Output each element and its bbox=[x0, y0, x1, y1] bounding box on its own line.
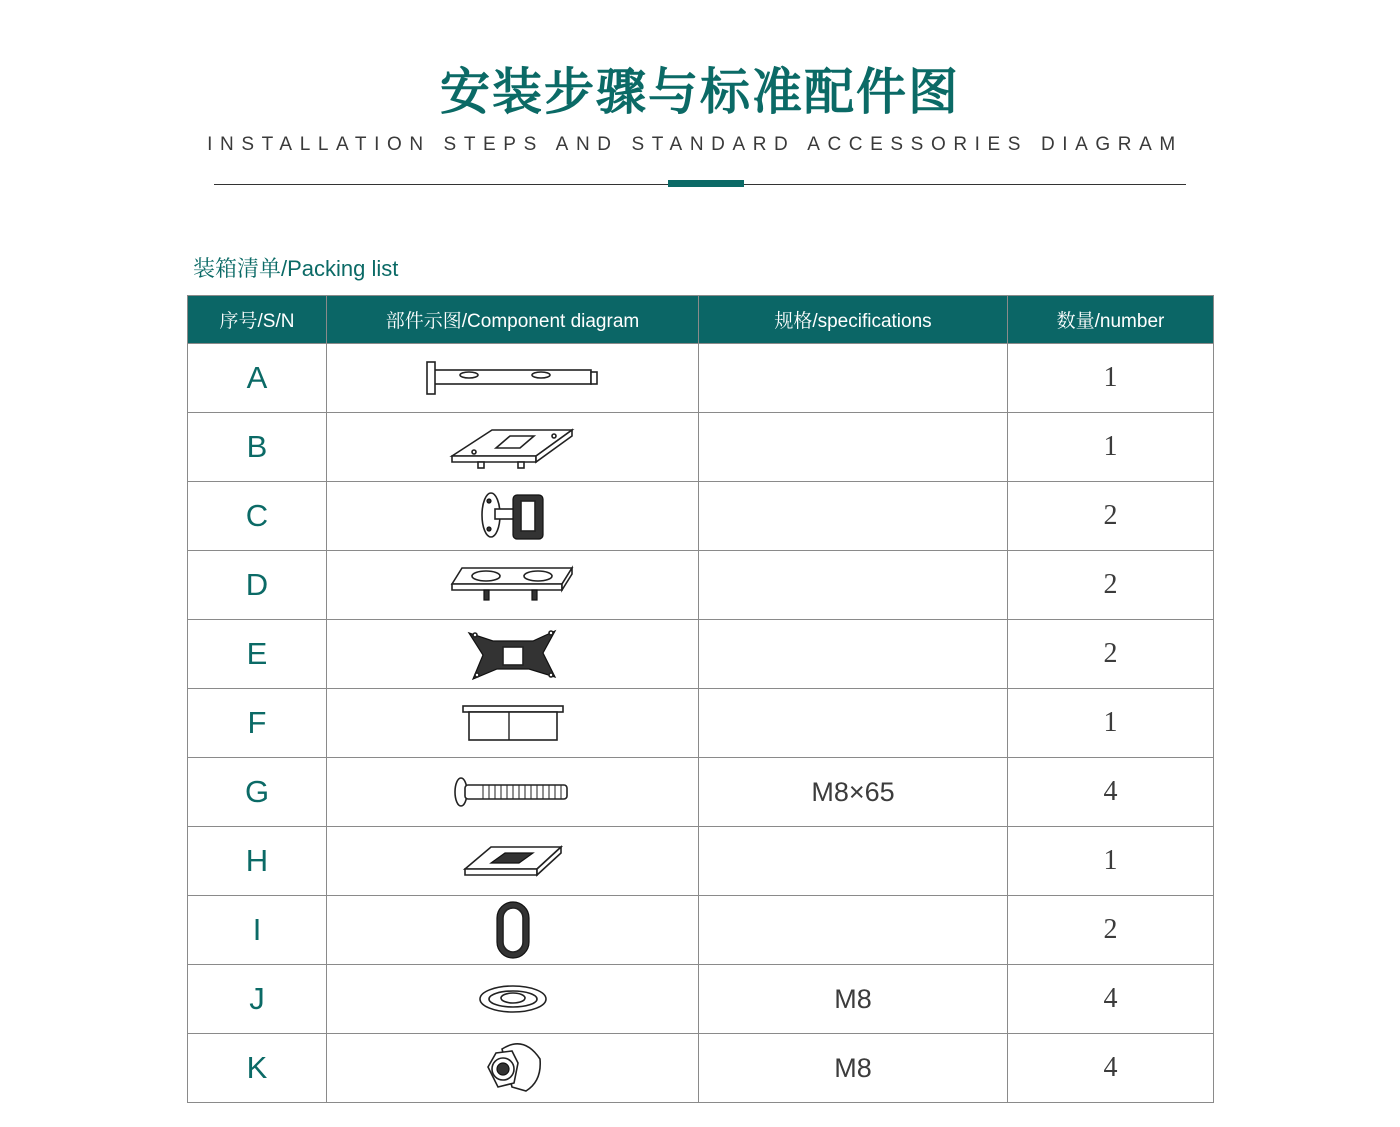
header-number: 数量/number bbox=[1008, 296, 1214, 344]
row-number: 4 bbox=[1008, 758, 1214, 827]
square-washer-plate-icon bbox=[461, 841, 565, 881]
row-sn: B bbox=[188, 413, 327, 482]
row-sn: H bbox=[188, 827, 327, 896]
row-number: 2 bbox=[1008, 551, 1214, 620]
pivot-joint-icon bbox=[473, 487, 553, 545]
row-spec: M8×65 bbox=[699, 758, 1008, 827]
end-cap-icon bbox=[461, 702, 565, 744]
row-sn: J bbox=[188, 965, 327, 1034]
table-row bbox=[188, 482, 1214, 551]
row-spec: M8 bbox=[699, 965, 1008, 1034]
bar-rod-icon bbox=[423, 358, 603, 398]
page-title: 安装步骤与标准配件图 bbox=[440, 63, 960, 121]
table-row bbox=[188, 344, 1214, 413]
row-spec bbox=[699, 482, 1008, 551]
row-spec bbox=[699, 413, 1008, 482]
header-sn: 序号/S/N bbox=[188, 296, 327, 344]
divider-accent bbox=[668, 180, 744, 187]
row-sn: C bbox=[188, 482, 327, 551]
row-sn: E bbox=[188, 620, 327, 689]
table-row bbox=[188, 413, 1214, 482]
row-sn: I bbox=[188, 896, 327, 965]
packing-list-title: 装箱清单/Packing list bbox=[193, 256, 399, 281]
row-number: 1 bbox=[1008, 689, 1214, 758]
vesa-bracket-icon bbox=[463, 625, 563, 683]
header-diagram: 部件示图/Component diagram bbox=[327, 296, 699, 344]
header-spec: 规格/specifications bbox=[699, 296, 1008, 344]
row-spec bbox=[699, 827, 1008, 896]
row-sn: F bbox=[188, 689, 327, 758]
oval-ring-icon bbox=[493, 899, 533, 961]
row-spec bbox=[699, 551, 1008, 620]
row-number: 4 bbox=[1008, 965, 1214, 1034]
table-row bbox=[188, 689, 1214, 758]
clamp-plate-icon bbox=[448, 560, 578, 610]
row-sn: G bbox=[188, 758, 327, 827]
row-spec bbox=[699, 620, 1008, 689]
row-number: 1 bbox=[1008, 827, 1214, 896]
row-number: 2 bbox=[1008, 482, 1214, 551]
page-subtitle: INSTALLATION STEPS AND STANDARD ACCESSORIES DIAGRAM bbox=[207, 134, 1183, 155]
cap-nut-icon bbox=[482, 1037, 544, 1099]
row-sn: K bbox=[188, 1034, 327, 1103]
row-spec bbox=[699, 344, 1008, 413]
row-number: 2 bbox=[1008, 896, 1214, 965]
table-row bbox=[188, 758, 1214, 827]
bolt-icon bbox=[453, 775, 573, 809]
table-row bbox=[188, 620, 1214, 689]
table-row bbox=[188, 965, 1214, 1034]
row-number: 1 bbox=[1008, 344, 1214, 413]
table-row bbox=[188, 551, 1214, 620]
row-number: 2 bbox=[1008, 620, 1214, 689]
row-number: 4 bbox=[1008, 1034, 1214, 1103]
table-row bbox=[188, 827, 1214, 896]
mounting-plate-icon bbox=[448, 422, 578, 472]
table-header-row bbox=[188, 296, 1214, 344]
row-number: 1 bbox=[1008, 413, 1214, 482]
row-spec: M8 bbox=[699, 1034, 1008, 1103]
table-row bbox=[188, 896, 1214, 965]
table-row bbox=[188, 1034, 1214, 1103]
flat-washer-icon bbox=[477, 982, 549, 1016]
row-sn: A bbox=[188, 344, 327, 413]
row-spec bbox=[699, 689, 1008, 758]
packing-list-table bbox=[187, 295, 1214, 1103]
row-spec bbox=[699, 896, 1008, 965]
row-sn: D bbox=[188, 551, 327, 620]
